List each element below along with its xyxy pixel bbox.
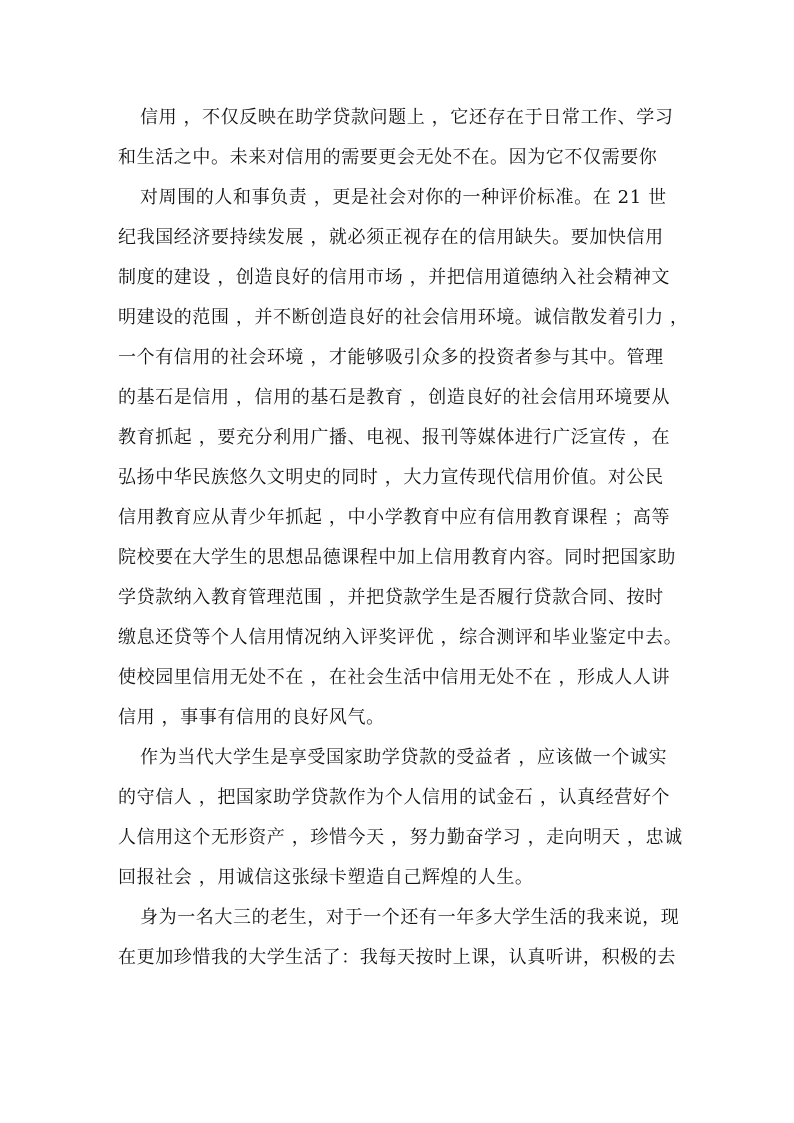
text-line: 在更加珍惜我的大学生活了：我每天按时上课，认真听讲，积极的去 — [118, 947, 676, 968]
text-line: 弘扬中华民族悠久文明史的同时 ，大力宣传现代信用价值。对公民 — [118, 467, 664, 488]
text-line: 学贷款纳入教育管理范围 ，并把贷款学生是否履行贷款合同、按时 — [118, 587, 664, 608]
text-line: 教育抓起 ，要充分利用广播、电视、报刊等媒体进行广泛宣传 ，在 — [118, 427, 671, 448]
text-line: 的守信人 ，把国家助学贷款作为个人信用的试金石 ，认真经营好个 — [118, 787, 671, 808]
text-line: 身为一名大三的老生，对于一个还有一年多大学生活的我来说，现 — [140, 907, 680, 928]
text-line: 院校要在大学生的思想品德课程中加上信用教育内容。同时把国家助 — [118, 547, 676, 568]
text-line: 作为当代大学生是享受国家助学贷款的受益者 ，应该做一个诚实 — [140, 747, 668, 768]
text-line: 明建设的范围 ，并不断创造良好的社会信用环境。诚信散发着引力 ， — [118, 307, 689, 328]
text-line: 人信用这个无形资产 ，珍惜今天 ，努力勤奋学习 ，走向明天 ，忠诚 — [118, 827, 683, 848]
text-line: 对周围的人和事负责 ，更是社会对你的一种评价标准。在 21 世 — [140, 187, 667, 208]
text-line: 一个有信用的社会环境 ，才能够吸引众多的投资者参与其中。管理 — [118, 347, 664, 368]
text-line: 回报社会 ，用诚信这张绿卡塑造自己辉煌的人生。 — [118, 867, 534, 888]
text-line: 缴息还贷等个人信用情况纳入评奖评优 ，综合测评和毕业鉴定中去。 — [118, 627, 683, 648]
text-line: 纪我国经济要持续发展 ，就必须正视存在的信用缺失。要加快信用 — [118, 227, 664, 248]
text-line: 信用 ，事事有信用的良好风气。 — [118, 707, 385, 728]
text-line: 制度的建设 ，创造良好的信用市场 ，并把信用道德纳入社会精神文 — [118, 267, 671, 288]
text-line: 使校园里信用无处不在 ，在社会生活中信用无处不在 ，形成人人讲 — [118, 667, 671, 688]
text-line: 信用 ，不仅反映在助学贷款问题上 ，它还存在于日常工作、学习 — [140, 107, 674, 128]
text-line: 的基石是信用 ，信用的基石是教育 ，创造良好的社会信用环境要从 — [118, 387, 671, 408]
text-line: 和生活之中。未来对信用的需要更会无处不在。因为它不仅需要你 — [118, 147, 658, 168]
text-line: 信用教育应从青少年抓起 ，中小学教育中应有信用教育课程 ；高等 — [118, 507, 671, 528]
